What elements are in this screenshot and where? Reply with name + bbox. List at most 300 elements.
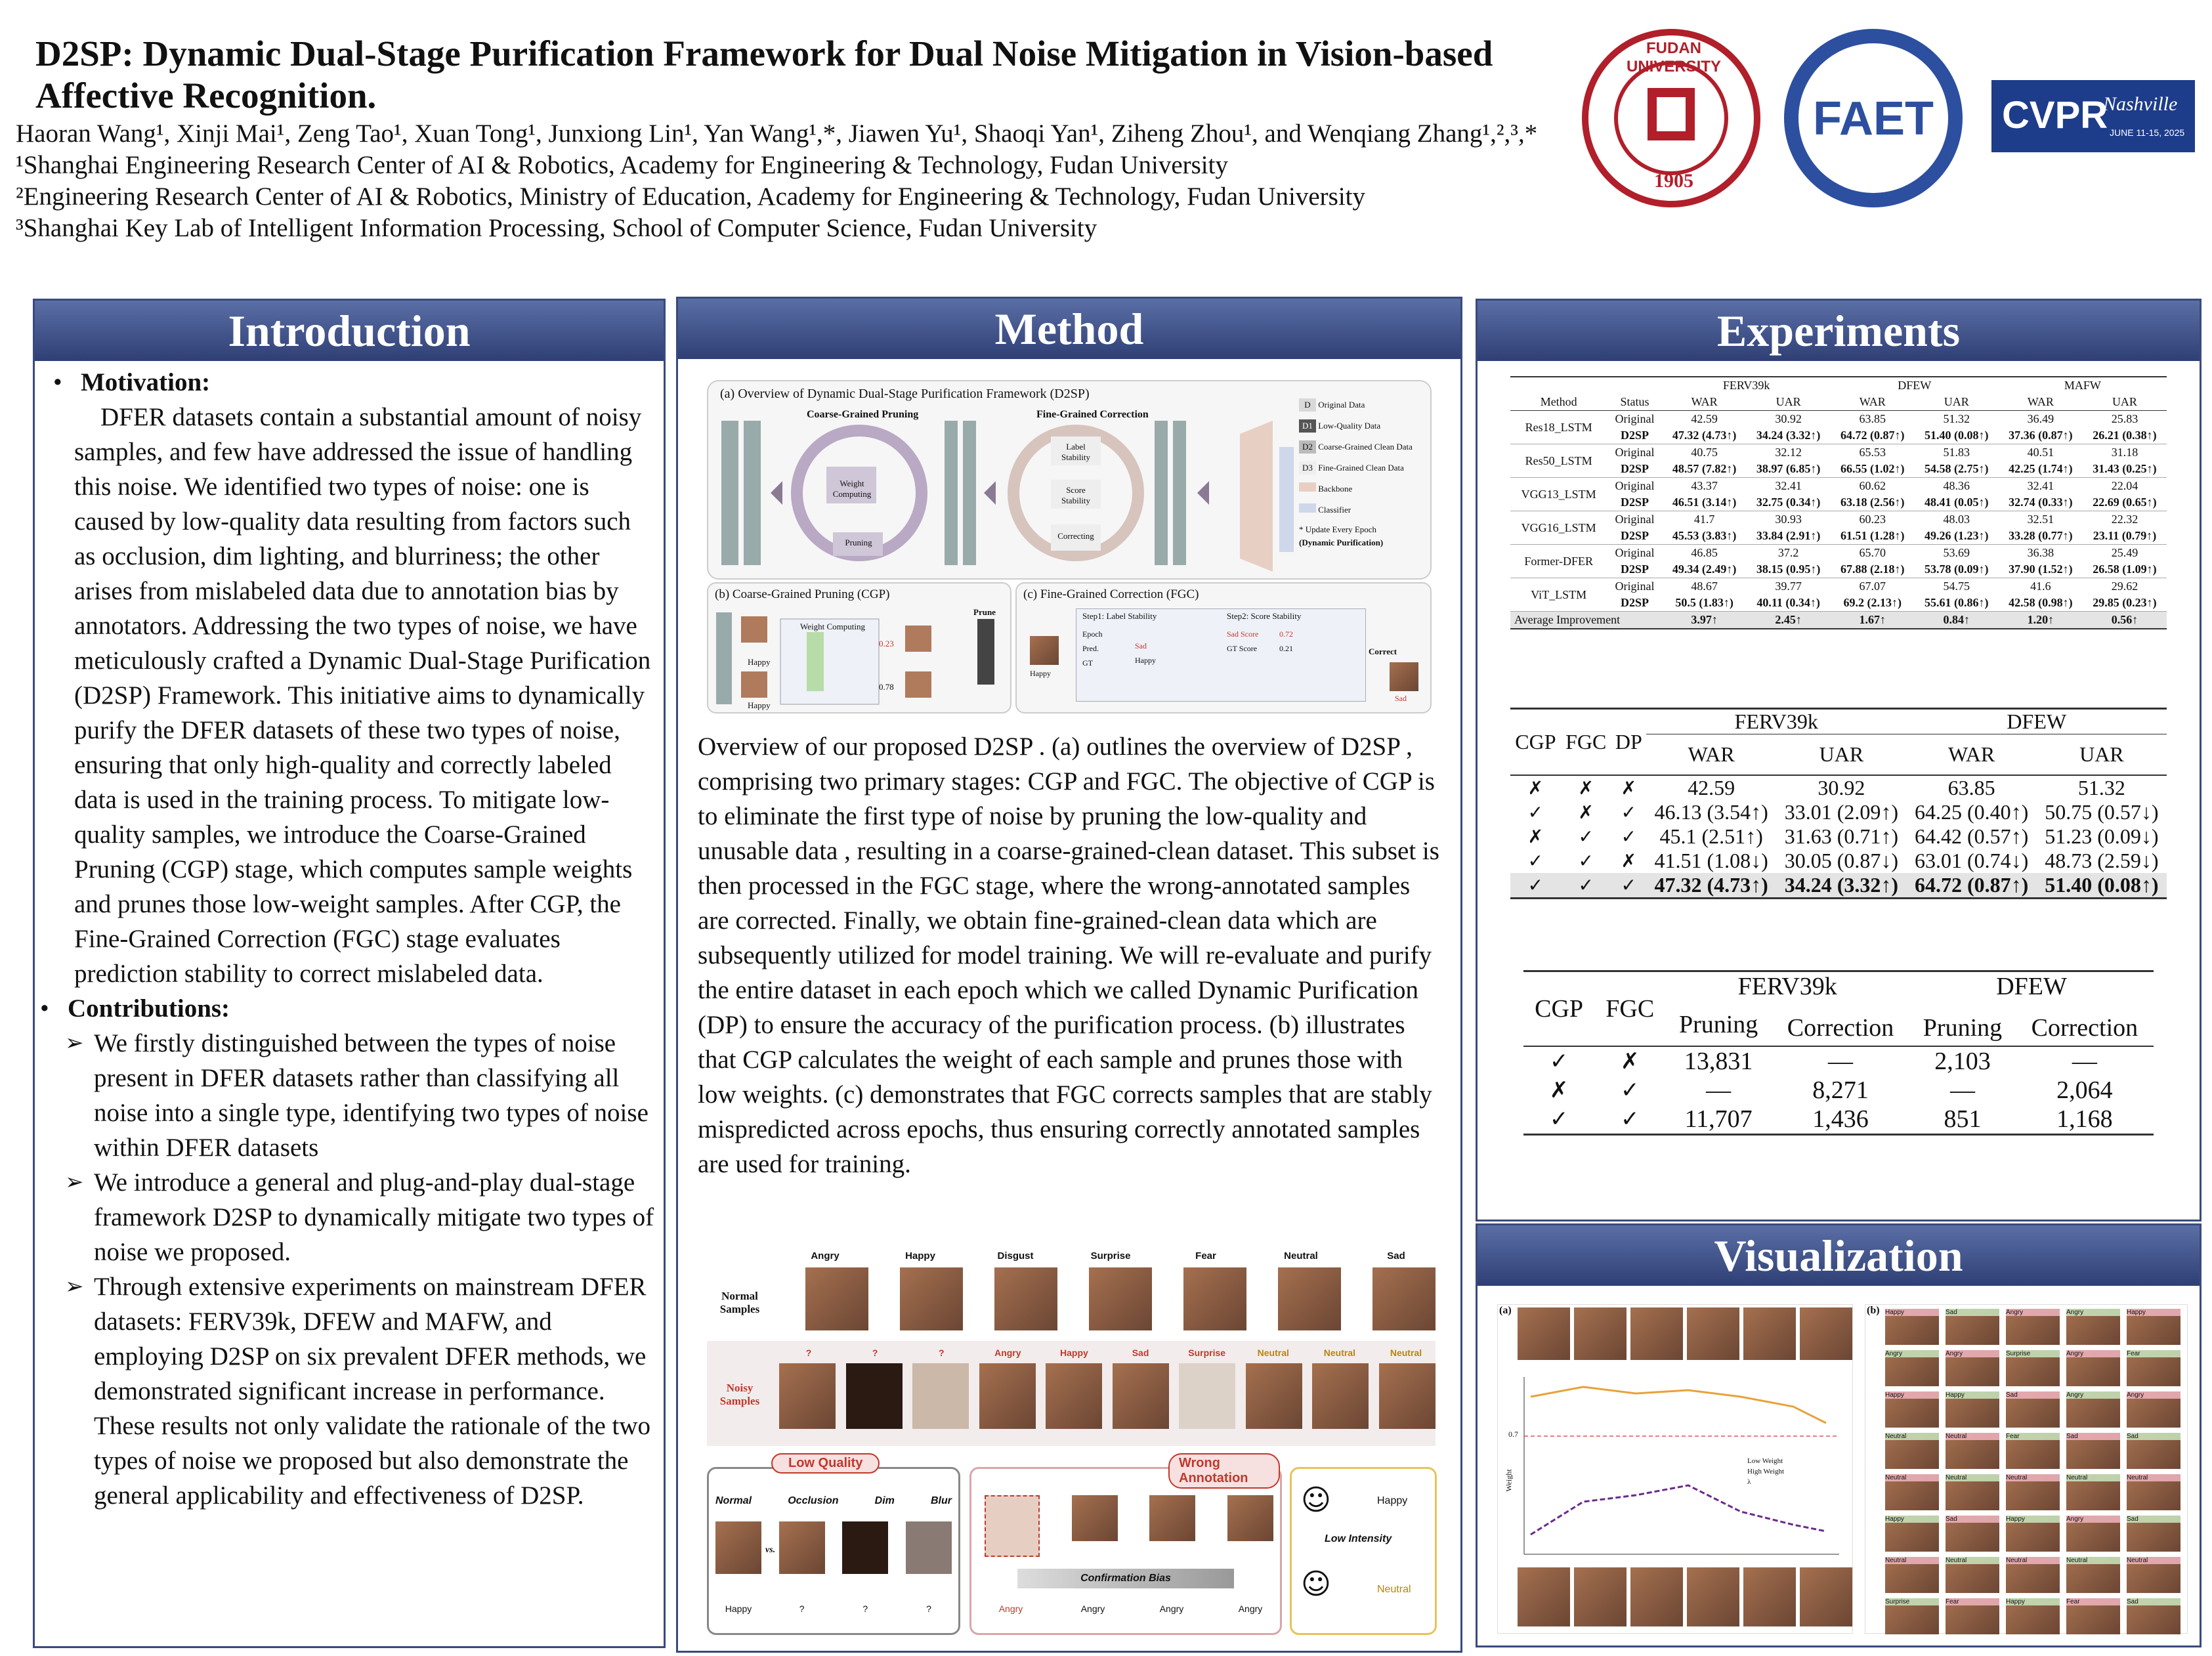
- figure-c-title: (c) Fine-Grained Correction (FGC): [1023, 587, 1199, 601]
- table-row: [1510, 528, 2167, 545]
- table-row: [1510, 578, 2167, 595]
- vis-grid-label: Surprise: [1885, 1598, 1939, 1605]
- vis-grid-cell: [2127, 1598, 2180, 1634]
- experiments-panel: [1476, 299, 2201, 1221]
- check-mark: ✗: [1578, 801, 1594, 823]
- vis-grid-cell: [1885, 1598, 1939, 1634]
- method-name: ViT_LSTM: [1531, 587, 1587, 601]
- value-cell: 11,707: [1684, 1105, 1753, 1133]
- status-cell: D2SP: [1620, 496, 1649, 509]
- value-cell: 42.59: [1688, 776, 1735, 799]
- legend-dynamic-purification: (Dynamic Purification): [1299, 538, 1384, 547]
- value-cell: 32.12: [1775, 446, 1802, 459]
- fgc-corrected-face: [1390, 662, 1418, 691]
- normal-face: [994, 1267, 1057, 1330]
- check-mark: ✗: [1549, 1077, 1569, 1103]
- purification-count-table: [1523, 970, 2154, 1136]
- vis-grid-cell: [2066, 1516, 2120, 1552]
- vis-grid-cell: [2127, 1433, 2180, 1469]
- value-cell: —: [2072, 1048, 2097, 1075]
- average-value: 1.20↑: [2027, 613, 2054, 626]
- emotion-label: Angry: [811, 1250, 840, 1262]
- noisy-label: Sad: [1132, 1348, 1149, 1358]
- vis-grid-cell: [2006, 1598, 2060, 1634]
- lq-label: ?: [862, 1603, 868, 1614]
- value-cell: 66.55 (1.02↑): [1840, 462, 1905, 475]
- value-cell: 32.51: [2027, 513, 2054, 526]
- value-cell: 40.51: [2027, 446, 2054, 459]
- cvpr-logo-sub: Nashville: [2103, 93, 2178, 115]
- check-mark: ✓: [1620, 1077, 1640, 1103]
- value-cell: 25.83: [2111, 412, 2138, 425]
- author-list: [16, 118, 1545, 244]
- vis-face: [1574, 1567, 1627, 1626]
- legend-update-note: * Update Every Epoch: [1299, 524, 1377, 534]
- dataset-header: DFEW: [1898, 379, 1932, 392]
- check-mark: ✓: [1549, 1048, 1569, 1074]
- value-cell: 64.72 (0.87↑): [1914, 873, 2029, 897]
- dataset-header: MAFW: [2064, 379, 2101, 392]
- check-mark: ✗: [1527, 826, 1544, 847]
- legend-tag: D2: [1299, 440, 1316, 454]
- visualization-heading: Visualization: [1478, 1225, 2200, 1286]
- value-cell: 53.78 (0.09↑): [1925, 563, 1989, 576]
- vis-grid-cell: [2006, 1516, 2060, 1552]
- vis-grid-cell: [2127, 1557, 2180, 1593]
- table-row: [1510, 444, 2167, 461]
- value-cell: 31.18: [2111, 446, 2138, 459]
- vis-grid-cell: [1885, 1350, 1939, 1386]
- low-quality-label: Low Quality: [771, 1453, 880, 1474]
- normal-face: [1183, 1267, 1246, 1330]
- figure-b-title: (b) Coarse-Grained Pruning (CGP): [715, 587, 890, 601]
- check-mark: ✓: [1620, 1106, 1640, 1132]
- value-cell: 38.97 (6.85↑): [1756, 462, 1821, 475]
- vis-grid-label: Neutral: [2066, 1474, 2120, 1481]
- value-cell: 40.75: [1691, 446, 1718, 459]
- visualization-panel-b: [1865, 1304, 2188, 1634]
- value-cell: 37.2: [1777, 546, 1799, 559]
- column-header: Status: [1620, 395, 1649, 408]
- introduction-panel: [33, 299, 666, 1648]
- value-cell: 42.25 (1.74↑): [2009, 462, 2073, 475]
- vis-face: [1800, 1307, 1852, 1360]
- vis-grid-label: Angry: [2127, 1391, 2180, 1399]
- emotion-label: Surprise: [1090, 1250, 1131, 1262]
- value-cell: 47.32 (4.73↑): [1654, 873, 1768, 897]
- vis-grid-label: Neutral: [1946, 1557, 1999, 1564]
- vis-grid-cell: [2006, 1433, 2060, 1469]
- vis-grid-label: Sad: [2127, 1516, 2180, 1523]
- value-cell: 51.40 (0.08↑): [1925, 429, 1989, 442]
- vis-face: [1687, 1307, 1739, 1360]
- value-cell: 46.13 (3.54↑): [1654, 800, 1768, 824]
- value-cell: 26.58 (1.09↑): [2093, 563, 2157, 576]
- average-value: 3.97↑: [1691, 613, 1718, 626]
- visualization-panel-a: [1497, 1304, 1853, 1634]
- vis-grid-cell: [2127, 1309, 2180, 1345]
- fgc-gt-value: Happy: [1135, 656, 1156, 665]
- lq-category: Dim: [874, 1495, 895, 1506]
- status-cell: D2SP: [1620, 462, 1649, 475]
- value-cell: 42.59: [1691, 412, 1718, 425]
- average-value: 2.45↑: [1775, 613, 1802, 626]
- check-mark: ✗: [1578, 777, 1594, 799]
- legend-classifier: Classifier: [1318, 505, 1351, 515]
- vis-grid-label: Neutral: [1885, 1433, 1939, 1440]
- metric-header: Correction: [2031, 1014, 2138, 1042]
- value-cell: 1,168: [2056, 1105, 2113, 1133]
- value-cell: 31.43 (0.25↑): [2093, 462, 2157, 475]
- value-cell: —: [1706, 1076, 1732, 1104]
- check-mark: ✓: [1527, 874, 1544, 896]
- table-row: [1523, 1046, 2154, 1076]
- vis-grid-label: Angry: [2066, 1350, 2120, 1357]
- wa-label: Angry: [1238, 1603, 1263, 1614]
- fgc-score-labels: [1227, 627, 1258, 656]
- chart-yaxis: Weight: [1504, 1469, 1514, 1492]
- vis-grid-label: Sad: [2127, 1598, 2180, 1605]
- low-intensity-label: Low Intensity: [1325, 1533, 1392, 1544]
- value-cell: 48.57 (7.82↑): [1672, 462, 1737, 475]
- legend-tag: D3: [1299, 461, 1316, 475]
- faet-logo-text: FAET: [1812, 93, 1934, 145]
- value-cell: 48.41 (0.05↑): [1925, 496, 1989, 509]
- noisy-label: ?: [805, 1348, 812, 1358]
- value-cell: 1,436: [1812, 1105, 1869, 1133]
- label-stability-label: Label Stability: [1061, 442, 1091, 462]
- contribution-item: ➢ We introduce a general and plug-and-play dual-stage framework D2SP to dynamically mitigate two types of noise we proposed.: [41, 1165, 655, 1269]
- noisy-samples-row: [779, 1363, 1436, 1429]
- contribution-item: ➢ We firstly distinguished between the types of noise present in DFER datasets rather than classifying all noise into a single type, identifying two types of noise within DFER datasets: [41, 1026, 655, 1165]
- fgc-step1: Step1: Label Stability: [1082, 611, 1157, 621]
- method-caption: Overview of our proposed D2SP . (a) outlines the overview of D2SP , comprising two primary stages: CGP and FGC. The objective of CGP is to eliminate the first type of noise by pruning the low-quality and unusable data , resulting in a coarse-grained-clean dataset. This subset is then processed in the FGC stage, where the wrong-annotated samples are corrected. Finally, we obtain fine-grained-clean data which are subsequently utilized for model training. We will re-evaluate and purify the entire dataset in each epoch which we called Dynamic Purification (DP) to ensure the accuracy of the purification process. (b) illustrates that CGP calculates the weight of each sample and prunes those with low weights. (c) demonstrates that FGC corrects samples that are stably mispredicted across epochs, thus ensuring correctly annotated samples are used for training.: [698, 732, 1439, 1178]
- fudan-logo-year: 1905: [1654, 170, 1693, 192]
- vis-grid-label: Neutral: [2006, 1474, 2060, 1481]
- fgc-pred-value: Sad: [1135, 641, 1147, 650]
- vis-grid-label: Sad: [1946, 1309, 1999, 1316]
- lq-label: Happy: [725, 1603, 752, 1614]
- value-cell: 29.62: [2111, 580, 2138, 593]
- dataset-header: FERV39k: [1722, 379, 1770, 392]
- vis-grid-label: Sad: [2066, 1433, 2120, 1440]
- value-cell: 25.49: [2111, 546, 2138, 559]
- table-row: [1523, 1076, 2154, 1105]
- noisy-face: [1246, 1363, 1302, 1429]
- table-row: [1510, 427, 2167, 444]
- results-table: [1510, 376, 2167, 629]
- value-cell: 37.90 (1.52↑): [2009, 563, 2073, 576]
- value-cell: 2,103: [1934, 1048, 1991, 1075]
- check-mark: ✓: [1527, 850, 1544, 872]
- vis-grid-label: Neutral: [2127, 1474, 2180, 1481]
- li-label-happy: Happy: [1377, 1495, 1408, 1506]
- table-row: [1510, 561, 2167, 578]
- value-cell: 23.11 (0.79↑): [2093, 529, 2157, 542]
- affiliation-1: ¹Shanghai Engineering Research Center of AI & Robotics, Academy for Engineering & Technology, Fudan University: [16, 151, 1228, 179]
- low-quality-box: [707, 1456, 960, 1635]
- check-mark: ✓: [1621, 826, 1637, 847]
- value-cell: 51.23 (0.09↓): [2045, 824, 2159, 848]
- fgc-sad-score-value: 0.72: [1279, 629, 1293, 639]
- value-cell: 36.38: [2027, 546, 2054, 559]
- normal-samples-label: Normal Samples: [719, 1290, 760, 1315]
- vis-a-label: (a): [1499, 1305, 1512, 1316]
- value-cell: 41.51 (1.08↓): [1654, 849, 1768, 872]
- check-mark: ✓: [1578, 874, 1594, 896]
- noisy-label: Neutral: [1390, 1348, 1422, 1358]
- cgp-prune-label: Prune: [973, 607, 996, 617]
- vis-grid-cell: [2127, 1391, 2180, 1428]
- wa-label: Angry: [1159, 1603, 1184, 1614]
- fgc-gt-score-value: 0.21: [1279, 644, 1293, 653]
- table-row: [1510, 411, 2167, 428]
- value-cell: 51.32: [1943, 412, 1970, 425]
- status-cell: Original: [1615, 412, 1655, 425]
- cgp-high-weight: 0.78: [879, 682, 894, 692]
- wrong-annotation-label: Wrong Annotation: [1168, 1453, 1280, 1489]
- vis-grid-cell: [2006, 1309, 2060, 1345]
- cgp-low-weight: 0.23: [879, 639, 894, 648]
- vis-grid-label: Neutral: [1946, 1433, 1999, 1440]
- vis-grid-cell: [2006, 1350, 2060, 1386]
- emotion-label: Fear: [1195, 1250, 1216, 1262]
- vis-grid-cell: [2066, 1598, 2120, 1634]
- fgc-pred: Pred.: [1082, 644, 1099, 653]
- value-cell: 33.28 (0.77↑): [2009, 529, 2073, 542]
- check-mark: ✓: [1621, 801, 1637, 823]
- method-heading: Method: [678, 299, 1460, 359]
- vis-grid-label: Neutral: [2006, 1557, 2060, 1564]
- vis-grid-label: Angry: [2066, 1391, 2120, 1399]
- noise-examples-figure: [707, 1250, 1436, 1638]
- ablation-head: CGP: [1515, 730, 1556, 754]
- value-cell: 33.84 (2.91↑): [1756, 529, 1821, 542]
- value-cell: 55.61 (0.86↑): [1925, 596, 1989, 609]
- fgc-output-label: Sad: [1395, 694, 1407, 703]
- value-cell: 32.74 (0.33↑): [2009, 496, 2073, 509]
- value-cell: 69.2 (2.13↑): [1843, 596, 1902, 609]
- vis-grid-label: Sad: [2006, 1391, 2060, 1399]
- vis-grid-cell: [1946, 1350, 1999, 1386]
- contributions-label: Contributions:: [68, 994, 230, 1023]
- lq-label: ?: [799, 1603, 805, 1614]
- check-mark: ✗: [1620, 1048, 1640, 1074]
- affiliation-3: ³Shanghai Key Lab of Intelligent Information Processing, School of Computer Science, Fudan University: [16, 214, 1097, 242]
- wrong-annotation-box: [969, 1456, 1282, 1635]
- vis-face: [1687, 1567, 1739, 1626]
- vis-face: [1630, 1307, 1683, 1360]
- check-mark: ✗: [1621, 850, 1637, 872]
- method-panel: [676, 297, 1462, 1653]
- average-value: 0.56↑: [2111, 613, 2138, 626]
- value-cell: 54.58 (2.75↑): [1925, 462, 1989, 475]
- figure-a-legend: [1299, 398, 1424, 549]
- chart-tick: 0.7: [1508, 1430, 1518, 1439]
- table-row: [1523, 1105, 2154, 1135]
- lq-face: [842, 1521, 888, 1574]
- noisy-face: [1179, 1363, 1235, 1429]
- vis-grid-cell: [2006, 1474, 2060, 1510]
- cvpr-logo: [1991, 80, 2195, 152]
- noisy-face: [912, 1363, 969, 1429]
- vis-a-top-faces: [1518, 1307, 1852, 1360]
- vis-grid-cell: [1885, 1516, 1939, 1552]
- ablation-head: DP: [1615, 730, 1642, 754]
- status-cell: Original: [1615, 580, 1655, 593]
- value-cell: 65.70: [1859, 546, 1886, 559]
- vis-grid-cell: [2127, 1474, 2180, 1510]
- vis-grid-cell: [2066, 1474, 2120, 1510]
- value-cell: 65.53: [1859, 446, 1886, 459]
- noisy-label: Angry: [994, 1348, 1021, 1358]
- table-row: [1510, 824, 2167, 849]
- value-cell: 64.72 (0.87↑): [1840, 429, 1905, 442]
- vis-grid-label: Angry: [2066, 1309, 2120, 1316]
- vis-grid-cell: [1946, 1391, 1999, 1428]
- weight-computing-label: Weight Computing: [832, 478, 872, 499]
- noisy-label: Neutral: [1323, 1348, 1355, 1358]
- value-cell: 50.5 (1.83↑): [1675, 596, 1733, 609]
- pipeline-diagram-icon: [708, 381, 1246, 578]
- value-cell: 60.62: [1859, 479, 1886, 492]
- dataset-header: FERV39k: [1646, 709, 1906, 734]
- value-cell: 41.7: [1693, 513, 1715, 526]
- fudan-logo-text: FUDAN UNIVERSITY: [1626, 39, 1722, 75]
- metric-header: Pruning: [1678, 1011, 1758, 1038]
- value-cell: 45.1 (2.51↑): [1659, 824, 1763, 848]
- vis-grid-label: Neutral: [1885, 1557, 1939, 1564]
- metric-header: UAR: [2079, 742, 2124, 766]
- average-row: [1510, 612, 2167, 629]
- weight-line-chart: [1504, 1370, 1846, 1561]
- value-cell: 54.75: [1943, 580, 1970, 593]
- fgc-gt: GT: [1082, 658, 1093, 668]
- vis-face: [1630, 1567, 1683, 1626]
- column-header: Method: [1540, 395, 1577, 408]
- check-mark: ✓: [1621, 874, 1637, 896]
- legend-high-weight: High Weight: [1747, 1468, 1785, 1476]
- legend-tag: D: [1299, 398, 1316, 412]
- column-header: UAR: [1944, 395, 1969, 408]
- normal-face: [1089, 1267, 1152, 1330]
- value-cell: 30.05 (0.87↓): [1784, 849, 1899, 872]
- legend-lambda: λ: [1747, 1478, 1751, 1486]
- noisy-label: Surprise: [1188, 1348, 1226, 1358]
- figure-a-overview: [707, 380, 1432, 580]
- noisy-label: Happy: [1060, 1348, 1088, 1358]
- table-row: [1510, 494, 2167, 511]
- vis-grid-label: Happy: [2006, 1598, 2060, 1605]
- value-cell: 60.23: [1859, 513, 1886, 526]
- vis-face: [1743, 1567, 1796, 1626]
- vis-face: [1518, 1567, 1570, 1626]
- vis-grid-label: Angry: [1885, 1350, 1939, 1357]
- lq-vs: vs.: [765, 1545, 776, 1555]
- vis-grid-cell: [2066, 1557, 2120, 1593]
- column-header: WAR: [1859, 395, 1886, 408]
- column-header: WAR: [2027, 395, 2054, 408]
- vis-grid-cell: [2066, 1309, 2120, 1345]
- vis-grid-label: Fear: [2127, 1350, 2180, 1357]
- fgc-gt-score: GT Score: [1227, 644, 1258, 653]
- value-cell: 8,271: [1812, 1076, 1869, 1104]
- wa-label: Angry: [998, 1603, 1023, 1614]
- affiliation-2: ²Engineering Research Center of AI & Robotics, Ministry of Education, Academy for Engineering & Technology, Fudan University: [16, 182, 1366, 211]
- vis-grid-cell: [1946, 1598, 1999, 1634]
- status-cell: Original: [1615, 479, 1655, 492]
- cgp-label-happy: Happy: [748, 657, 771, 667]
- average-label: Average Improvement: [1514, 613, 1621, 626]
- status-cell: D2SP: [1620, 563, 1649, 576]
- wa-face: [1227, 1495, 1273, 1541]
- noisy-label: ?: [872, 1348, 878, 1358]
- fgc-label: Fine-Grained Correction: [1036, 409, 1149, 420]
- vis-grid-label: Happy: [2127, 1309, 2180, 1316]
- value-cell: 32.75 (0.34↑): [1756, 496, 1821, 509]
- status-cell: Original: [1615, 546, 1655, 559]
- vis-grid-label: Angry: [1946, 1350, 1999, 1357]
- vis-grid-cell: [1885, 1474, 1939, 1510]
- table-row: [1510, 461, 2167, 478]
- table-row: [1510, 511, 2167, 528]
- introduction-body: [41, 365, 655, 1513]
- value-cell: 51.32: [2077, 776, 2125, 799]
- check-mark: ✗: [1621, 777, 1637, 799]
- vis-grid-label: Happy: [1946, 1391, 1999, 1399]
- li-label-neutral: Neutral: [1377, 1584, 1411, 1595]
- wa-face: [1072, 1495, 1118, 1541]
- value-cell: 51.83: [1943, 446, 1970, 459]
- vis-grid-cell: [1946, 1557, 1999, 1593]
- value-cell: —: [1949, 1076, 1975, 1104]
- value-cell: 48.73 (2.59↓): [2045, 849, 2159, 872]
- fgc-score-values: [1279, 627, 1293, 656]
- low-intensity-box: [1290, 1467, 1437, 1635]
- fgc-sad-score: Sad Score: [1227, 629, 1259, 639]
- contribution-item: ➢ Through extensive experiments on mainstream DFER datasets: FERV39k, DFEW and MAFW, and employing D2SP on six prevalent DFER methods, we demonstrated significant increase in performance. These results not only validate the rationale of the two types of noise we proposed but also demonstrate the general applicability and effectiveness of D2SP.: [41, 1269, 655, 1513]
- faet-logo: [1784, 29, 1963, 207]
- value-cell: 851: [1944, 1105, 1982, 1133]
- value-cell: 32.41: [1775, 479, 1802, 492]
- confirmation-bias-label: Confirmation Bias: [1017, 1569, 1234, 1588]
- count-head: CGP: [1535, 995, 1584, 1023]
- check-mark: ✓: [1578, 850, 1594, 872]
- ablation-head: FGC: [1565, 730, 1607, 754]
- high-weight-series: [1531, 1387, 1826, 1423]
- vis-face: [1800, 1567, 1852, 1626]
- average-value: 1.67↑: [1859, 613, 1886, 626]
- vis-grid-label: Happy: [1885, 1516, 1939, 1523]
- motivation-label: Motivation:: [81, 368, 211, 396]
- vis-grid-label: Neutral: [1885, 1474, 1939, 1481]
- metric-header: Correction: [1787, 1014, 1894, 1042]
- value-cell: 48.67: [1691, 580, 1718, 593]
- metric-header: WAR: [1948, 742, 1995, 766]
- value-cell: 67.88 (2.18↑): [1840, 563, 1905, 576]
- value-cell: 46.85: [1691, 546, 1718, 559]
- value-cell: 40.11 (0.34↑): [1756, 596, 1820, 609]
- low-weight-series: [1531, 1485, 1826, 1535]
- figure-b-cgp: [707, 582, 1011, 713]
- cvpr-logo-text: CVPR: [2002, 94, 2108, 137]
- table-row: [1510, 595, 2167, 612]
- lq-face: [906, 1521, 952, 1574]
- value-cell: 63.18 (2.56↑): [1840, 496, 1905, 509]
- legend-tag: D1: [1299, 419, 1316, 433]
- value-cell: 26.21 (0.38↑): [2093, 429, 2157, 442]
- count-head: FGC: [1606, 995, 1655, 1023]
